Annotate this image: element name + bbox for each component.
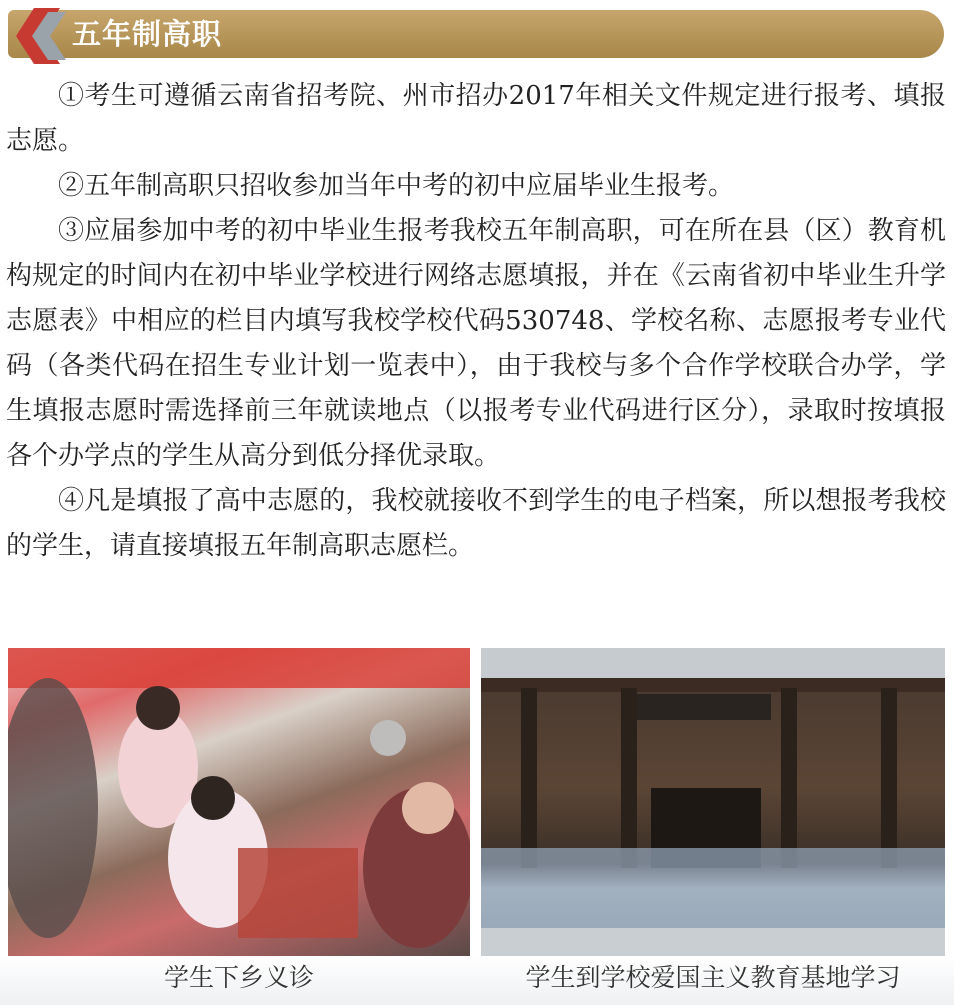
section-title: 五年制高职 (72, 17, 223, 51)
photo-free-clinic (8, 648, 470, 956)
chevron-left-icon (8, 8, 68, 64)
photo-patriotic-education-base (481, 648, 945, 956)
paragraph-1: ①考生可遵循云南省招考院、州市招办2017年相关文件规定进行报考、填报志愿。 (6, 81, 946, 156)
photo-caption-clinic: 学生下乡义诊 (163, 963, 314, 992)
photo-caption-education-base: 学生到学校爱国主义教育基地学习 (525, 963, 901, 992)
paragraph-2: ②五年制高职只招收参加当年中考的初中应届毕业生报考。 (58, 171, 735, 201)
paragraph-3: ③应届参加中考的初中毕业生报考我校五年制高职，可在所在县（区）教育机构规定的时间内在初中毕业学校进行网络志愿填报，并在《云南省初中毕业生升学志愿表》中相应的栏目内填写我校学校代码530748、学校名称、志愿报考专业代码（各类代码在招生专业计划一览表中），由于我校与多个合作学校联合办学，学生填报志愿时需选择前三年就读地点（以报考专业代码进行区分），录取时按填报各个办学点的学生从高分到低分择优录取。 (6, 216, 946, 471)
paragraph-4: ④凡是填报了高中志愿的，我校就接收不到学生的电子档案，所以想报考我校的学生，请直接填报五年制高职志愿栏。 (6, 486, 946, 561)
article-body (6, 74, 946, 569)
